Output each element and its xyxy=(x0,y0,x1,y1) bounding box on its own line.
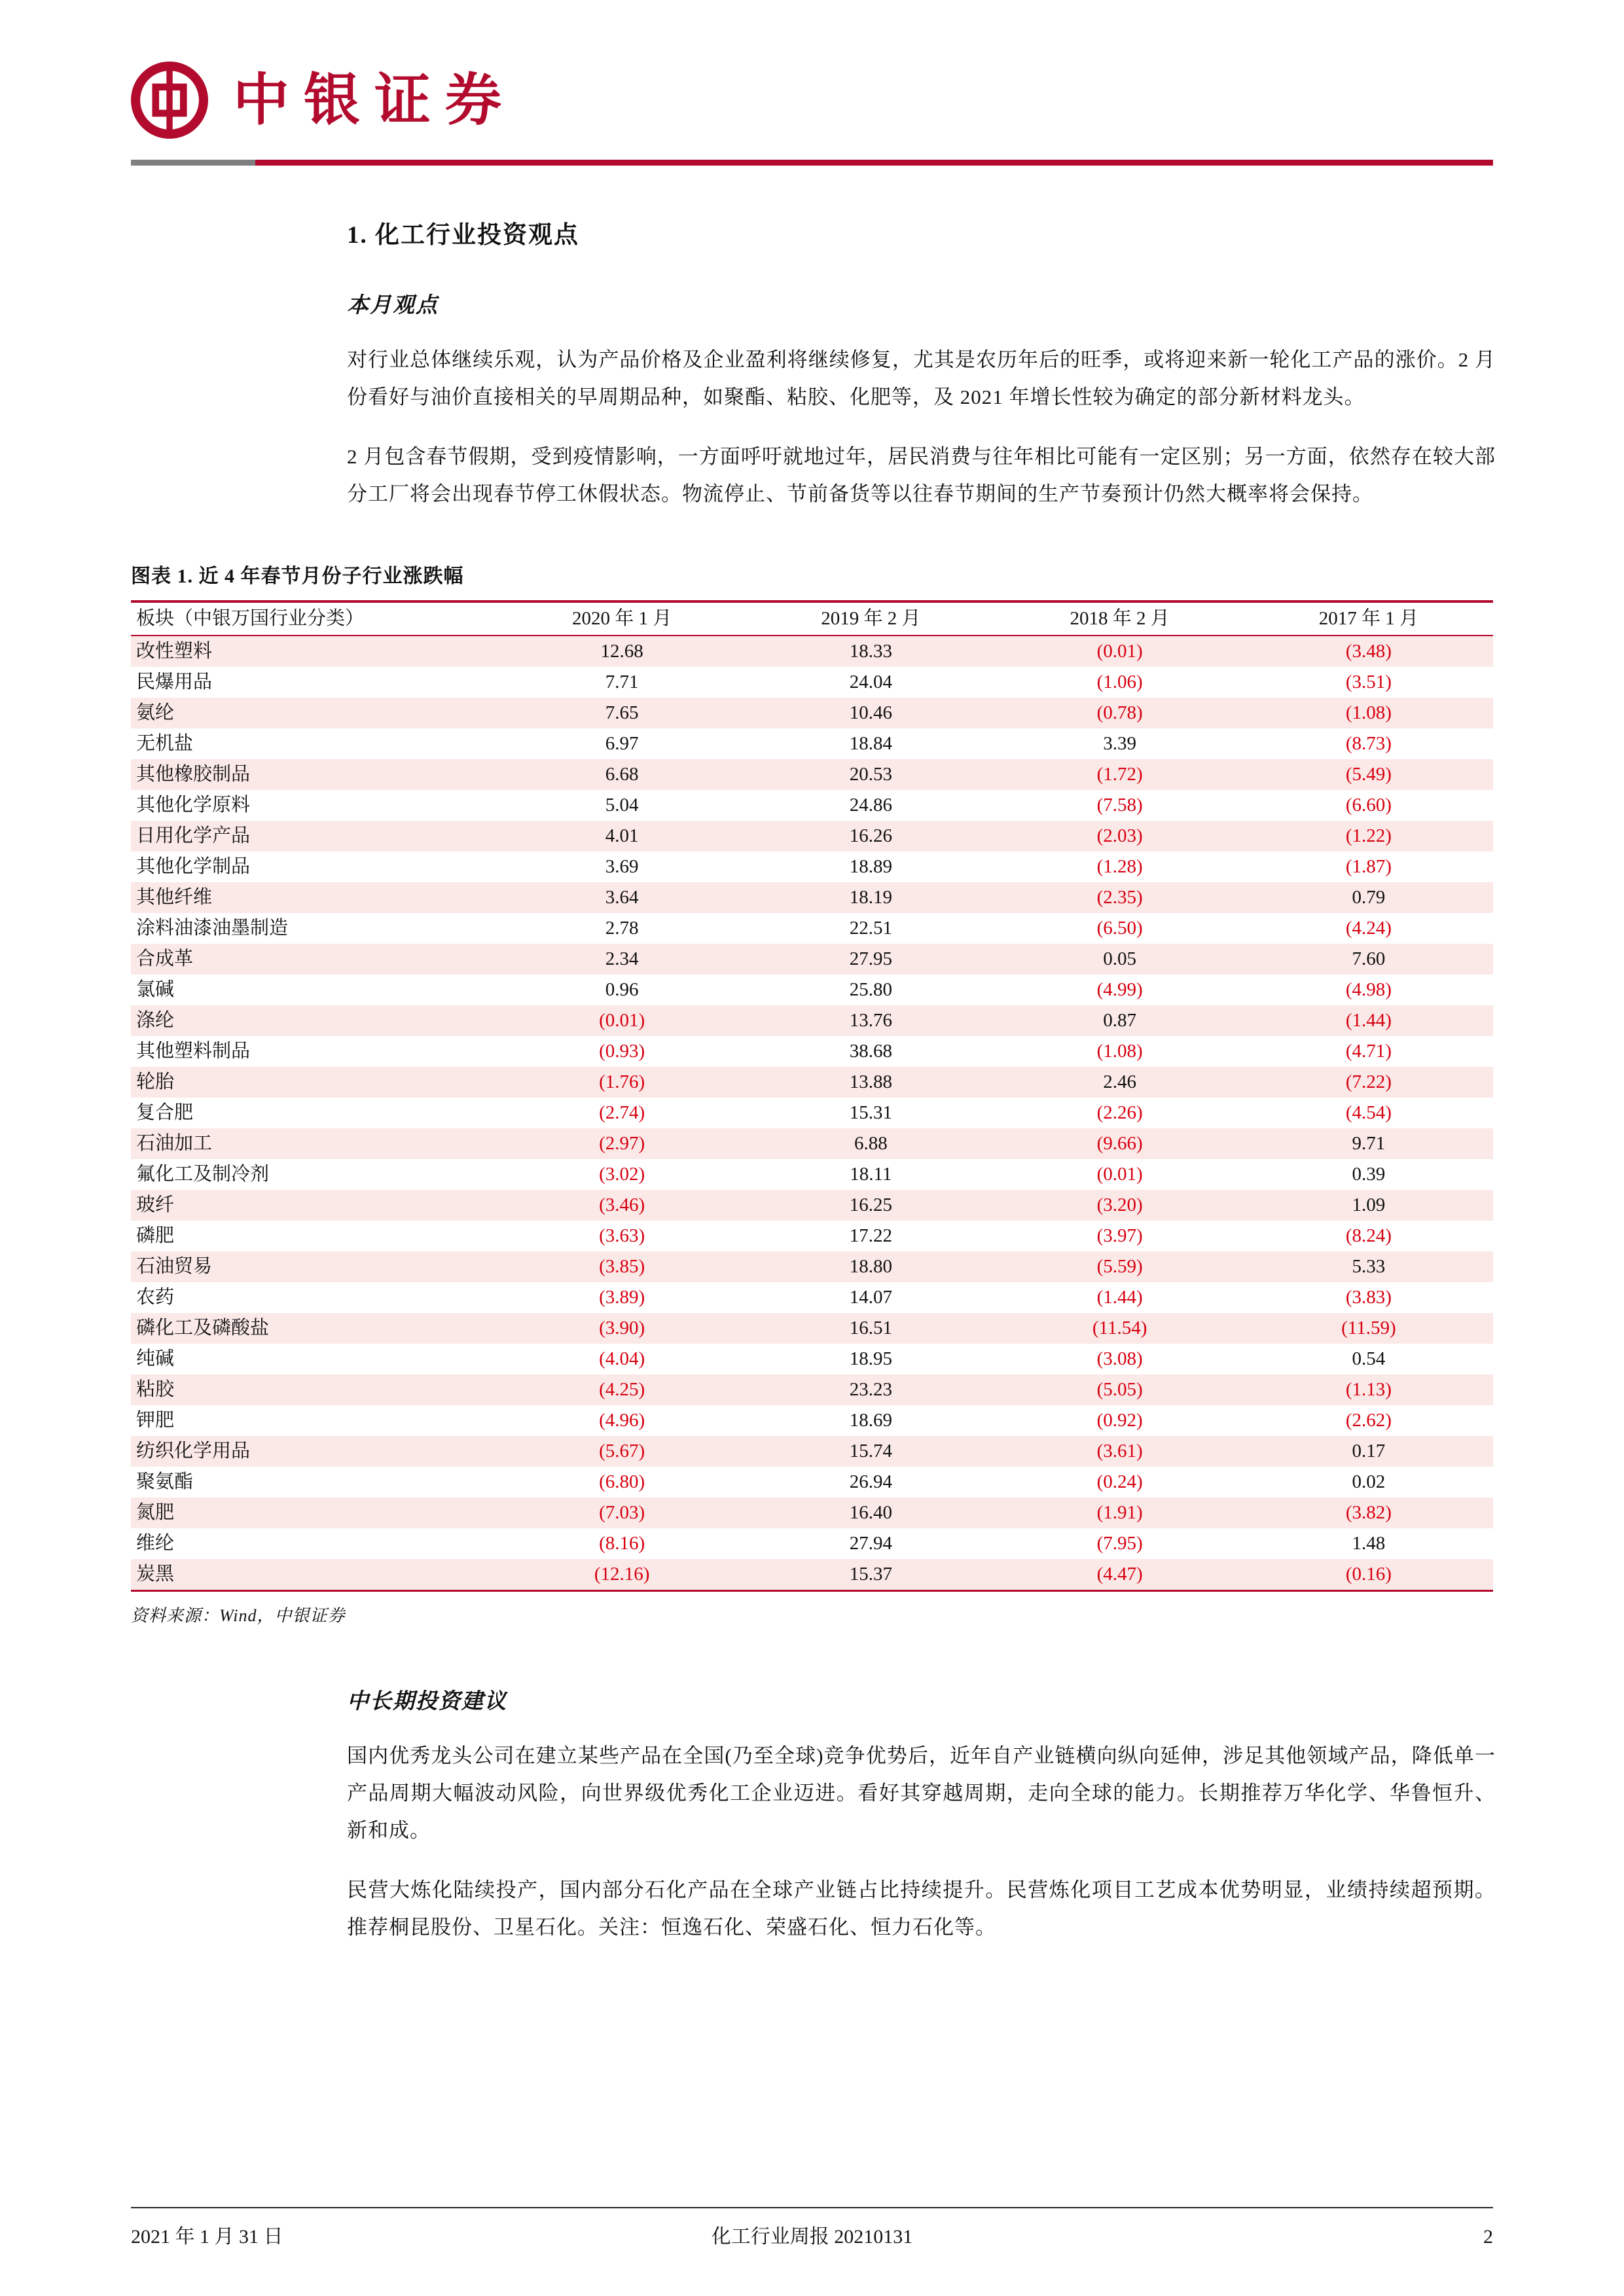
row-label: 其他纤维 xyxy=(136,887,213,908)
table-header-row xyxy=(131,601,1493,636)
table-row xyxy=(131,1190,1493,1221)
cell-value: 26.94 xyxy=(849,1471,892,1492)
column-header: 2017 年 1 月 xyxy=(1244,601,1493,636)
cell-value: 22.51 xyxy=(849,918,892,939)
row-label: 氯碱 xyxy=(136,979,175,1000)
table-row xyxy=(131,1036,1493,1067)
cell-value: 6.68 xyxy=(605,764,639,785)
industry-change-table xyxy=(131,600,1493,1592)
row-label: 纯碱 xyxy=(136,1348,175,1369)
cell-value: (4.71) xyxy=(1345,1041,1392,1062)
row-label: 钾肥 xyxy=(136,1410,175,1431)
row-label: 其他化学制品 xyxy=(136,856,251,877)
cell-value: 15.37 xyxy=(849,1564,892,1585)
cell-value: 0.87 xyxy=(1103,1010,1136,1031)
cell-value: (3.63) xyxy=(599,1225,645,1246)
cell-value: (3.48) xyxy=(1345,641,1392,662)
row-label: 其他塑料制品 xyxy=(136,1041,251,1062)
paragraph-longterm-2: 民营大炼化陆续投产，国内部分石化产品在全球产业链占比持续提升。民营炼化项目工艺成本优势明显，业绩持续超预期。推荐桐昆股份、卫星石化。关注：恒逸石化、荣盛石化、恒力石化等。 xyxy=(347,1878,1496,1939)
cell-value: 18.95 xyxy=(849,1348,892,1369)
cell-value: (3.61) xyxy=(1096,1441,1143,1462)
table-source-note: 资料来源：Wind，中银证券 xyxy=(131,1606,346,1625)
cell-value: 12.68 xyxy=(600,641,643,662)
cell-value: 9.71 xyxy=(1352,1133,1386,1154)
table-row xyxy=(131,1344,1493,1374)
row-label: 氟化工及制冷剂 xyxy=(136,1164,270,1185)
cell-value: (1.08) xyxy=(1096,1041,1143,1062)
subsection-monthly-view-title: 本月观点 xyxy=(347,294,439,317)
cell-value: 3.69 xyxy=(605,856,639,877)
cell-value: (9.66) xyxy=(1096,1133,1143,1154)
row-label: 其他化学原料 xyxy=(136,795,251,816)
cell-value: (1.08) xyxy=(1345,702,1392,723)
cell-value: (0.78) xyxy=(1096,702,1143,723)
cell-value: (5.49) xyxy=(1345,764,1392,785)
cell-value: (0.24) xyxy=(1096,1471,1143,1492)
table-row xyxy=(131,1436,1493,1467)
row-label: 复合肥 xyxy=(136,1102,194,1123)
cell-value: (0.01) xyxy=(1096,1164,1143,1185)
table-body xyxy=(131,636,1493,1591)
cell-value: 13.76 xyxy=(849,1010,892,1031)
table-row xyxy=(131,1251,1493,1282)
cell-value: 14.07 xyxy=(849,1287,892,1308)
cell-value: (1.44) xyxy=(1345,1010,1392,1031)
row-label: 氮肥 xyxy=(136,1502,175,1523)
cell-value: (2.62) xyxy=(1345,1410,1392,1431)
cell-value: 18.19 xyxy=(849,887,892,908)
cell-value: (0.92) xyxy=(1096,1410,1143,1431)
cell-value: (0.93) xyxy=(599,1041,645,1062)
footer-report-title: 化工行业周报 20210131 xyxy=(711,2226,913,2248)
table-row xyxy=(131,1405,1493,1436)
cell-value: (7.58) xyxy=(1096,795,1143,816)
cell-value: (3.85) xyxy=(599,1256,645,1277)
row-label: 聚氨酯 xyxy=(136,1471,194,1492)
cell-value: 7.71 xyxy=(605,672,639,692)
table-row xyxy=(131,1498,1493,1528)
cell-value: 18.33 xyxy=(849,641,892,662)
cell-value: (3.02) xyxy=(599,1164,645,1185)
cell-value: (1.44) xyxy=(1096,1287,1143,1308)
cell-value: 24.86 xyxy=(849,795,892,816)
row-label: 涂料油漆油墨制造 xyxy=(136,918,289,939)
cell-value: (7.95) xyxy=(1096,1533,1143,1554)
figure-1-block xyxy=(131,560,1493,1626)
footer-page-number: 2 xyxy=(1483,2226,1493,2248)
row-label: 合成革 xyxy=(136,948,194,969)
table-row xyxy=(131,790,1493,821)
boc-logo-icon xyxy=(131,62,208,139)
cell-value: 23.23 xyxy=(849,1379,892,1400)
cell-value: (1.87) xyxy=(1345,856,1392,877)
cell-value: (1.76) xyxy=(599,1071,645,1092)
cell-value: (1.22) xyxy=(1345,825,1392,846)
table-row xyxy=(131,1374,1493,1405)
cell-value: 4.01 xyxy=(605,825,639,846)
cell-value: 5.04 xyxy=(605,795,639,816)
table-row xyxy=(131,728,1493,759)
table-row xyxy=(131,1528,1493,1559)
cell-value: 3.39 xyxy=(1103,733,1136,754)
column-header: 2019 年 2 月 xyxy=(746,601,995,636)
cell-value: (3.46) xyxy=(599,1194,645,1215)
table-row xyxy=(131,1282,1493,1313)
cell-value: 0.02 xyxy=(1352,1471,1386,1492)
cell-value: (4.04) xyxy=(599,1348,645,1369)
cell-value: 13.88 xyxy=(849,1071,892,1092)
cell-value: 2.34 xyxy=(605,948,639,969)
table-row xyxy=(131,1067,1493,1098)
cell-value: 15.31 xyxy=(849,1102,892,1123)
table-row xyxy=(131,821,1493,852)
cell-value: 18.89 xyxy=(849,856,892,877)
table-row xyxy=(131,1005,1493,1036)
cell-value: (4.99) xyxy=(1096,979,1143,1000)
cell-value: (3.20) xyxy=(1096,1194,1143,1215)
cell-value: (0.01) xyxy=(599,1010,645,1031)
table-title: 图表 1. 近 4 年春节月份子行业涨跌幅 xyxy=(131,565,464,587)
cell-value: 24.04 xyxy=(849,672,892,692)
cell-value: (0.01) xyxy=(1096,641,1143,662)
footer-date: 2021 年 1 月 31 日 xyxy=(131,2226,283,2248)
cell-value: 17.22 xyxy=(849,1225,892,1246)
row-label: 维纶 xyxy=(136,1533,175,1554)
cell-value: (7.22) xyxy=(1345,1071,1392,1092)
cell-value: (4.25) xyxy=(599,1379,645,1400)
cell-value: 38.68 xyxy=(849,1041,892,1062)
cell-value: (5.05) xyxy=(1096,1379,1143,1400)
cell-value: (2.97) xyxy=(599,1133,645,1154)
cell-value: 16.25 xyxy=(849,1194,892,1215)
table-row xyxy=(131,1098,1493,1128)
cell-value: 5.33 xyxy=(1352,1256,1386,1277)
cell-value: (6.80) xyxy=(599,1471,645,1492)
cell-value: 7.65 xyxy=(605,702,639,723)
page-footer xyxy=(131,2207,1493,2249)
cell-value: (4.54) xyxy=(1345,1102,1392,1123)
table-row xyxy=(131,944,1493,975)
subsection-longterm-title: 中长期投资建议 xyxy=(347,1690,507,1713)
cell-value: (4.24) xyxy=(1345,918,1392,939)
table-row xyxy=(131,1467,1493,1498)
column-header: 2020 年 1 月 xyxy=(497,601,746,636)
cell-value: (8.24) xyxy=(1345,1225,1392,1246)
cell-value: (8.16) xyxy=(599,1533,645,1554)
cell-value: (6.50) xyxy=(1096,918,1143,939)
row-label: 玻纤 xyxy=(136,1194,175,1215)
table-row xyxy=(131,913,1493,944)
table-row xyxy=(131,1128,1493,1159)
cell-value: (4.96) xyxy=(599,1410,645,1431)
column-header: 2018 年 2 月 xyxy=(996,601,1244,636)
table-row xyxy=(131,698,1493,728)
row-label: 改性塑料 xyxy=(136,641,213,662)
cell-value: (4.47) xyxy=(1096,1564,1143,1585)
cell-value: 15.74 xyxy=(849,1441,892,1462)
row-label: 石油加工 xyxy=(136,1133,213,1154)
table-row xyxy=(131,1221,1493,1251)
cell-value: (2.26) xyxy=(1096,1102,1143,1123)
table-row xyxy=(131,852,1493,882)
table-row xyxy=(131,1159,1493,1190)
cell-value: 27.94 xyxy=(849,1533,892,1554)
cell-value: (1.91) xyxy=(1096,1502,1143,1523)
cell-value: (3.51) xyxy=(1345,672,1392,692)
cell-value: (5.67) xyxy=(599,1441,645,1462)
cell-value: (2.74) xyxy=(599,1102,645,1123)
cell-value: 16.40 xyxy=(849,1502,892,1523)
row-label: 日用化学产品 xyxy=(136,825,251,846)
report-body xyxy=(131,196,1496,1946)
row-label: 无机盐 xyxy=(136,733,194,754)
brand-name: 中银证券 xyxy=(233,69,516,132)
cell-value: (8.73) xyxy=(1345,733,1392,754)
cell-value: (3.90) xyxy=(599,1318,645,1338)
cell-value: (0.16) xyxy=(1345,1564,1392,1585)
row-label: 涤纶 xyxy=(136,1010,175,1031)
table-row xyxy=(131,975,1493,1005)
paragraph-monthly-2: 2 月包含春节假期，受到疫情影响，一方面呼吁就地过年，居民消费与往年相比可能有一定区别；另一方面，依然存在较大部分工厂将会出现春节停工休假状态。物流停止、节前备货等以往春节期间的生产节奏预计仍然大概率将会保持。 xyxy=(347,445,1496,505)
cell-value: (1.06) xyxy=(1096,672,1143,692)
table-row xyxy=(131,1313,1493,1344)
row-label: 纺织化学用品 xyxy=(136,1441,251,1462)
cell-value: 1.09 xyxy=(1352,1194,1386,1215)
table-row xyxy=(131,882,1493,913)
cell-value: 0.96 xyxy=(605,979,639,1000)
row-label: 其他橡胶制品 xyxy=(136,764,251,785)
cell-value: 6.88 xyxy=(854,1133,888,1154)
table-row xyxy=(131,759,1493,790)
cell-value: 0.79 xyxy=(1352,887,1386,908)
cell-value: (12.16) xyxy=(594,1564,650,1585)
cell-value: (3.08) xyxy=(1096,1348,1143,1369)
cell-value: (1.13) xyxy=(1345,1379,1392,1400)
row-label: 民爆用品 xyxy=(136,672,213,692)
cell-value: (7.03) xyxy=(599,1502,645,1523)
cell-value: (3.97) xyxy=(1096,1225,1143,1246)
table-row xyxy=(131,1559,1493,1591)
cell-value: 10.46 xyxy=(849,702,892,723)
row-label: 粘胶 xyxy=(136,1379,175,1400)
cell-value: 2.46 xyxy=(1103,1071,1136,1092)
table-row xyxy=(131,667,1493,698)
row-label: 炭黑 xyxy=(136,1564,175,1585)
cell-value: 0.17 xyxy=(1352,1441,1386,1462)
cell-value: (6.60) xyxy=(1345,795,1392,816)
cell-value: (1.72) xyxy=(1096,764,1143,785)
cell-value: (2.03) xyxy=(1096,825,1143,846)
cell-value: (11.59) xyxy=(1341,1318,1396,1338)
cell-value: 0.54 xyxy=(1352,1348,1386,1369)
row-label: 磷肥 xyxy=(136,1225,175,1246)
header-rule-gray xyxy=(131,160,255,166)
row-label: 轮胎 xyxy=(136,1071,175,1092)
row-label: 氨纶 xyxy=(136,702,175,723)
cell-value: 0.05 xyxy=(1103,948,1136,969)
cell-value: (3.82) xyxy=(1345,1502,1392,1523)
row-label: 农药 xyxy=(136,1287,175,1308)
logo-row xyxy=(131,58,1493,143)
row-label: 磷化工及磷酸盐 xyxy=(136,1318,270,1338)
header-rule-red xyxy=(255,160,1493,166)
cell-value: (2.35) xyxy=(1096,887,1143,908)
cell-value: 18.80 xyxy=(849,1256,892,1277)
column-header: 板块（中银万国行业分类） xyxy=(131,601,497,636)
cell-value: 16.26 xyxy=(849,825,892,846)
header-rule xyxy=(131,160,1493,166)
cell-value: (4.98) xyxy=(1345,979,1392,1000)
cell-value: 20.53 xyxy=(849,764,892,785)
row-label: 石油贸易 xyxy=(136,1256,213,1277)
cell-value: (5.59) xyxy=(1096,1256,1143,1277)
cell-value: (3.89) xyxy=(599,1287,645,1308)
cell-value: 3.64 xyxy=(605,887,639,908)
cell-value: 18.11 xyxy=(850,1164,892,1185)
section-title: 1. 化工行业投资观点 xyxy=(347,222,579,249)
paragraph-longterm-1: 国内优秀龙头公司在建立某些产品在全国(乃至全球)竞争优势后，近年自产业链横向纵向延伸，涉足其他领域产品，降低单一产品周期大幅波动风险，向世界级优秀化工企业迈进。看好其穿越周期，走向全球的能力。长期推荐万华化学、华鲁恒升、新和成。 xyxy=(347,1744,1496,1842)
paragraph-monthly-1: 对行业总体继续乐观，认为产品价格及企业盈利将继续修复，尤其是农历年后的旺季，或将迎来新一轮化工产品的涨价。2 月份看好与油价直接相关的早周期品种，如聚酯、粘胶、化肥等，及 2021 年增长性较为确定的部分新材料龙头。 xyxy=(347,348,1496,408)
cell-value: 27.95 xyxy=(849,948,892,969)
cell-value: 6.97 xyxy=(605,733,639,754)
report-header xyxy=(131,58,1493,166)
cell-value: 18.84 xyxy=(849,733,892,754)
table-row xyxy=(131,636,1493,667)
cell-value: 25.80 xyxy=(849,979,892,1000)
cell-value: 16.51 xyxy=(849,1318,892,1338)
cell-value: 1.48 xyxy=(1352,1533,1386,1554)
cell-value: (11.54) xyxy=(1092,1318,1147,1338)
cell-value: (1.28) xyxy=(1096,856,1143,877)
cell-value: 7.60 xyxy=(1352,948,1386,969)
cell-value: 2.78 xyxy=(605,918,639,939)
cell-value: 18.69 xyxy=(849,1410,892,1431)
cell-value: (3.83) xyxy=(1345,1287,1392,1308)
cell-value: 0.39 xyxy=(1352,1164,1386,1185)
